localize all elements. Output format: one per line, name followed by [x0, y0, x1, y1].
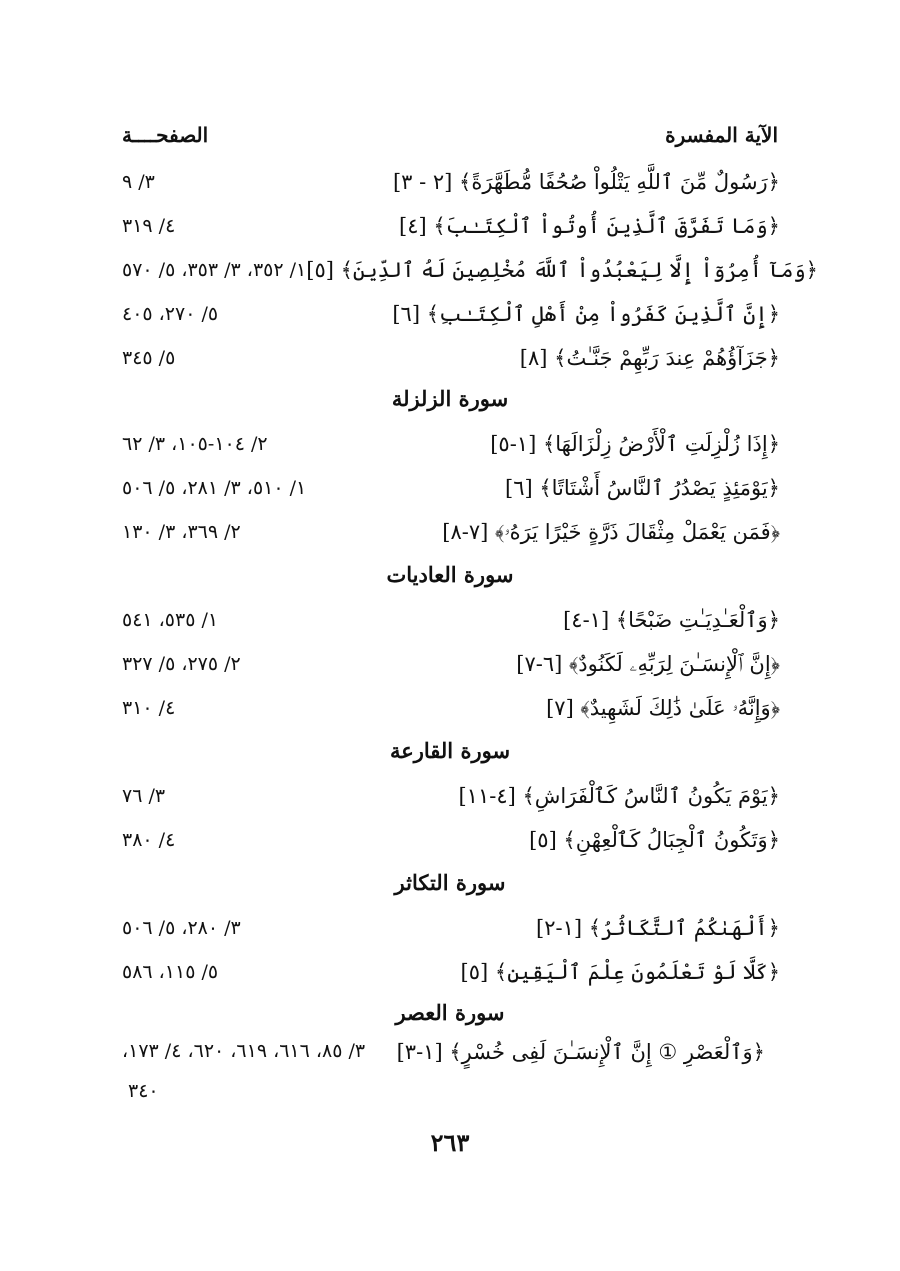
page-references: ٤/ ٣٨٠	[122, 829, 176, 851]
verse-text: ﴿وَمَا تَفَرَّقَ ٱلَّذِينَ أُوتُواْ ٱلْكِتَـٰبَ﴾ [٤]	[399, 214, 780, 238]
verse-text: ﴿وَتَكُونُ ٱلْجِبَالُ كَٱلْعِهْنِ﴾ [٥]	[529, 828, 780, 852]
page-references-continued: ٣٤٠	[128, 1080, 159, 1102]
verse-text: ﴿فَمَن يَعْمَلْ مِثْقَالَ ذَرَّةٍ خَيْرًا يَرَهُۥ﴾ [٧-٨]	[442, 519, 780, 544]
page-references: ٥/ ٢٧٠، ٤٠٥	[122, 303, 219, 325]
verse-text: ﴿وَٱلْعَـٰدِيَـٰتِ ضَبْحًا﴾ [١-٤]	[563, 608, 780, 632]
verse-text: ﴿كَلَّا لَوْ تَعْلَمُونَ عِلْمَ ٱلْيَقِينِ﴾ [٥]	[460, 960, 780, 984]
page-references: ٣/ ٧٦	[122, 785, 166, 807]
verse-text: ﴿إِذَا زُلْزِلَتِ ٱلْأَرْضُ زِلْزَالَهَا﴾ [١-٥]	[490, 432, 780, 456]
verse-text: ﴿إِنَّ ٱلْإِنسَـٰنَ لِرَبِّهِۦ لَكَنُودٌ﴾ [٦-٧]	[516, 651, 780, 676]
index-row	[122, 602, 780, 638]
page-references: ٤/ ٣١٠	[122, 697, 176, 719]
index-row	[122, 164, 780, 200]
page-references: ٣/ ٨٥، ٦١٦، ٦١٩، ٦٢٠، ٤/ ١٧٣،	[122, 1040, 366, 1062]
page-references: ٣/ ٩	[122, 171, 155, 193]
index-row	[122, 822, 780, 858]
page-references: ٣/ ٢٨٠، ٥/ ٥٠٦	[122, 917, 241, 939]
surah-heading: سورة العاديات	[386, 562, 514, 587]
page-references: ١/ ٣٥٢، ٣/ ٣٥٣، ٥/ ٥٧٠	[122, 259, 307, 281]
page-references: ١/ ٥١٠، ٣/ ٢٨١، ٥/ ٥٠٦	[122, 477, 307, 499]
page-references: ٢/ ١٠٤-١٠٥، ٣/ ٦٢	[122, 433, 268, 455]
page-references: ٢/ ٣٦٩، ٣/ ١٣٠	[122, 521, 241, 543]
verse-text: ﴿جَزَآؤُهُمْ عِندَ رَبِّهِمْ جَنَّـٰتُ﴾ [٨]	[519, 346, 780, 370]
verse-text: ﴿يَوْمَ يَكُونُ ٱلنَّاسُ كَٱلْفَرَاشِ﴾ [٤-١١]	[458, 784, 780, 808]
index-row	[122, 252, 818, 288]
page-references: ٥/ ١١٥، ٥٨٦	[122, 961, 219, 983]
verse-text: ﴿إِنَّ ٱلَّذِينَ كَفَرُواْ مِنْ أَهْلِ ٱلْكِتَـٰبِ﴾ [٦]	[392, 302, 780, 326]
page-references: ١/ ٥٣٥، ٥٤١	[122, 609, 219, 631]
column-headers	[122, 118, 778, 152]
surah-heading: سورة العصر	[395, 1000, 505, 1025]
surah-heading: سورة التكاثر	[394, 870, 506, 895]
verse-text: ﴿أَلْهَىٰكُمُ ٱلتَّكَاثُرُ﴾ [١-٢]	[536, 916, 780, 940]
verse-text: ﴿وَمَآ أُمِرُوٓاْ إِلَّا لِيَعْبُدُواْ ٱللَّهَ مُخْلِصِينَ لَهُ ٱلدِّينَ﴾ [٥]	[306, 258, 818, 282]
verse-text: ﴿يَوْمَئِذٍ يَصْدُرُ ٱلنَّاسُ أَشْتَاتًا﴾ [٦]	[505, 476, 780, 500]
index-row	[122, 470, 780, 506]
verse-text: ﴿وَٱلْعَصْرِ ① إِنَّ ٱلْإِنسَـٰنَ لَفِى خُسْرٍ﴾ [١-٣]	[396, 1040, 765, 1064]
page-column-header: الصفحــــة	[122, 123, 209, 147]
page-references: ٢/ ٢٧٥، ٥/ ٣٢٧	[122, 653, 241, 675]
index-row	[122, 296, 780, 332]
index-row	[122, 690, 780, 726]
surah-heading: سورة الزلزلة	[391, 386, 509, 411]
index-row	[122, 340, 780, 376]
index-row	[122, 778, 780, 814]
index-row	[122, 910, 780, 946]
page-references: ٥/ ٣٤٥	[122, 347, 176, 369]
surah-heading: سورة القارعة	[389, 738, 511, 763]
index-row	[122, 208, 780, 244]
verse-text: ﴿وَإِنَّهُۥ عَلَىٰ ذَٰلِكَ لَشَهِيدٌ﴾ [٧]	[546, 695, 780, 720]
index-row	[122, 646, 780, 682]
verse-text: ﴿رَسُولٌ مِّنَ ٱللَّهِ يَتْلُواْ صُحُفًا مُّطَهَّرَةً﴾ [٢ - ٣]	[392, 170, 780, 194]
verse-column-header: الآية المفسرة	[665, 123, 778, 147]
page-number: ٢٦٣	[430, 1128, 470, 1157]
index-row	[122, 514, 780, 550]
page-references: ٤/ ٣١٩	[122, 215, 176, 237]
index-row	[122, 954, 780, 990]
index-row	[122, 426, 780, 462]
